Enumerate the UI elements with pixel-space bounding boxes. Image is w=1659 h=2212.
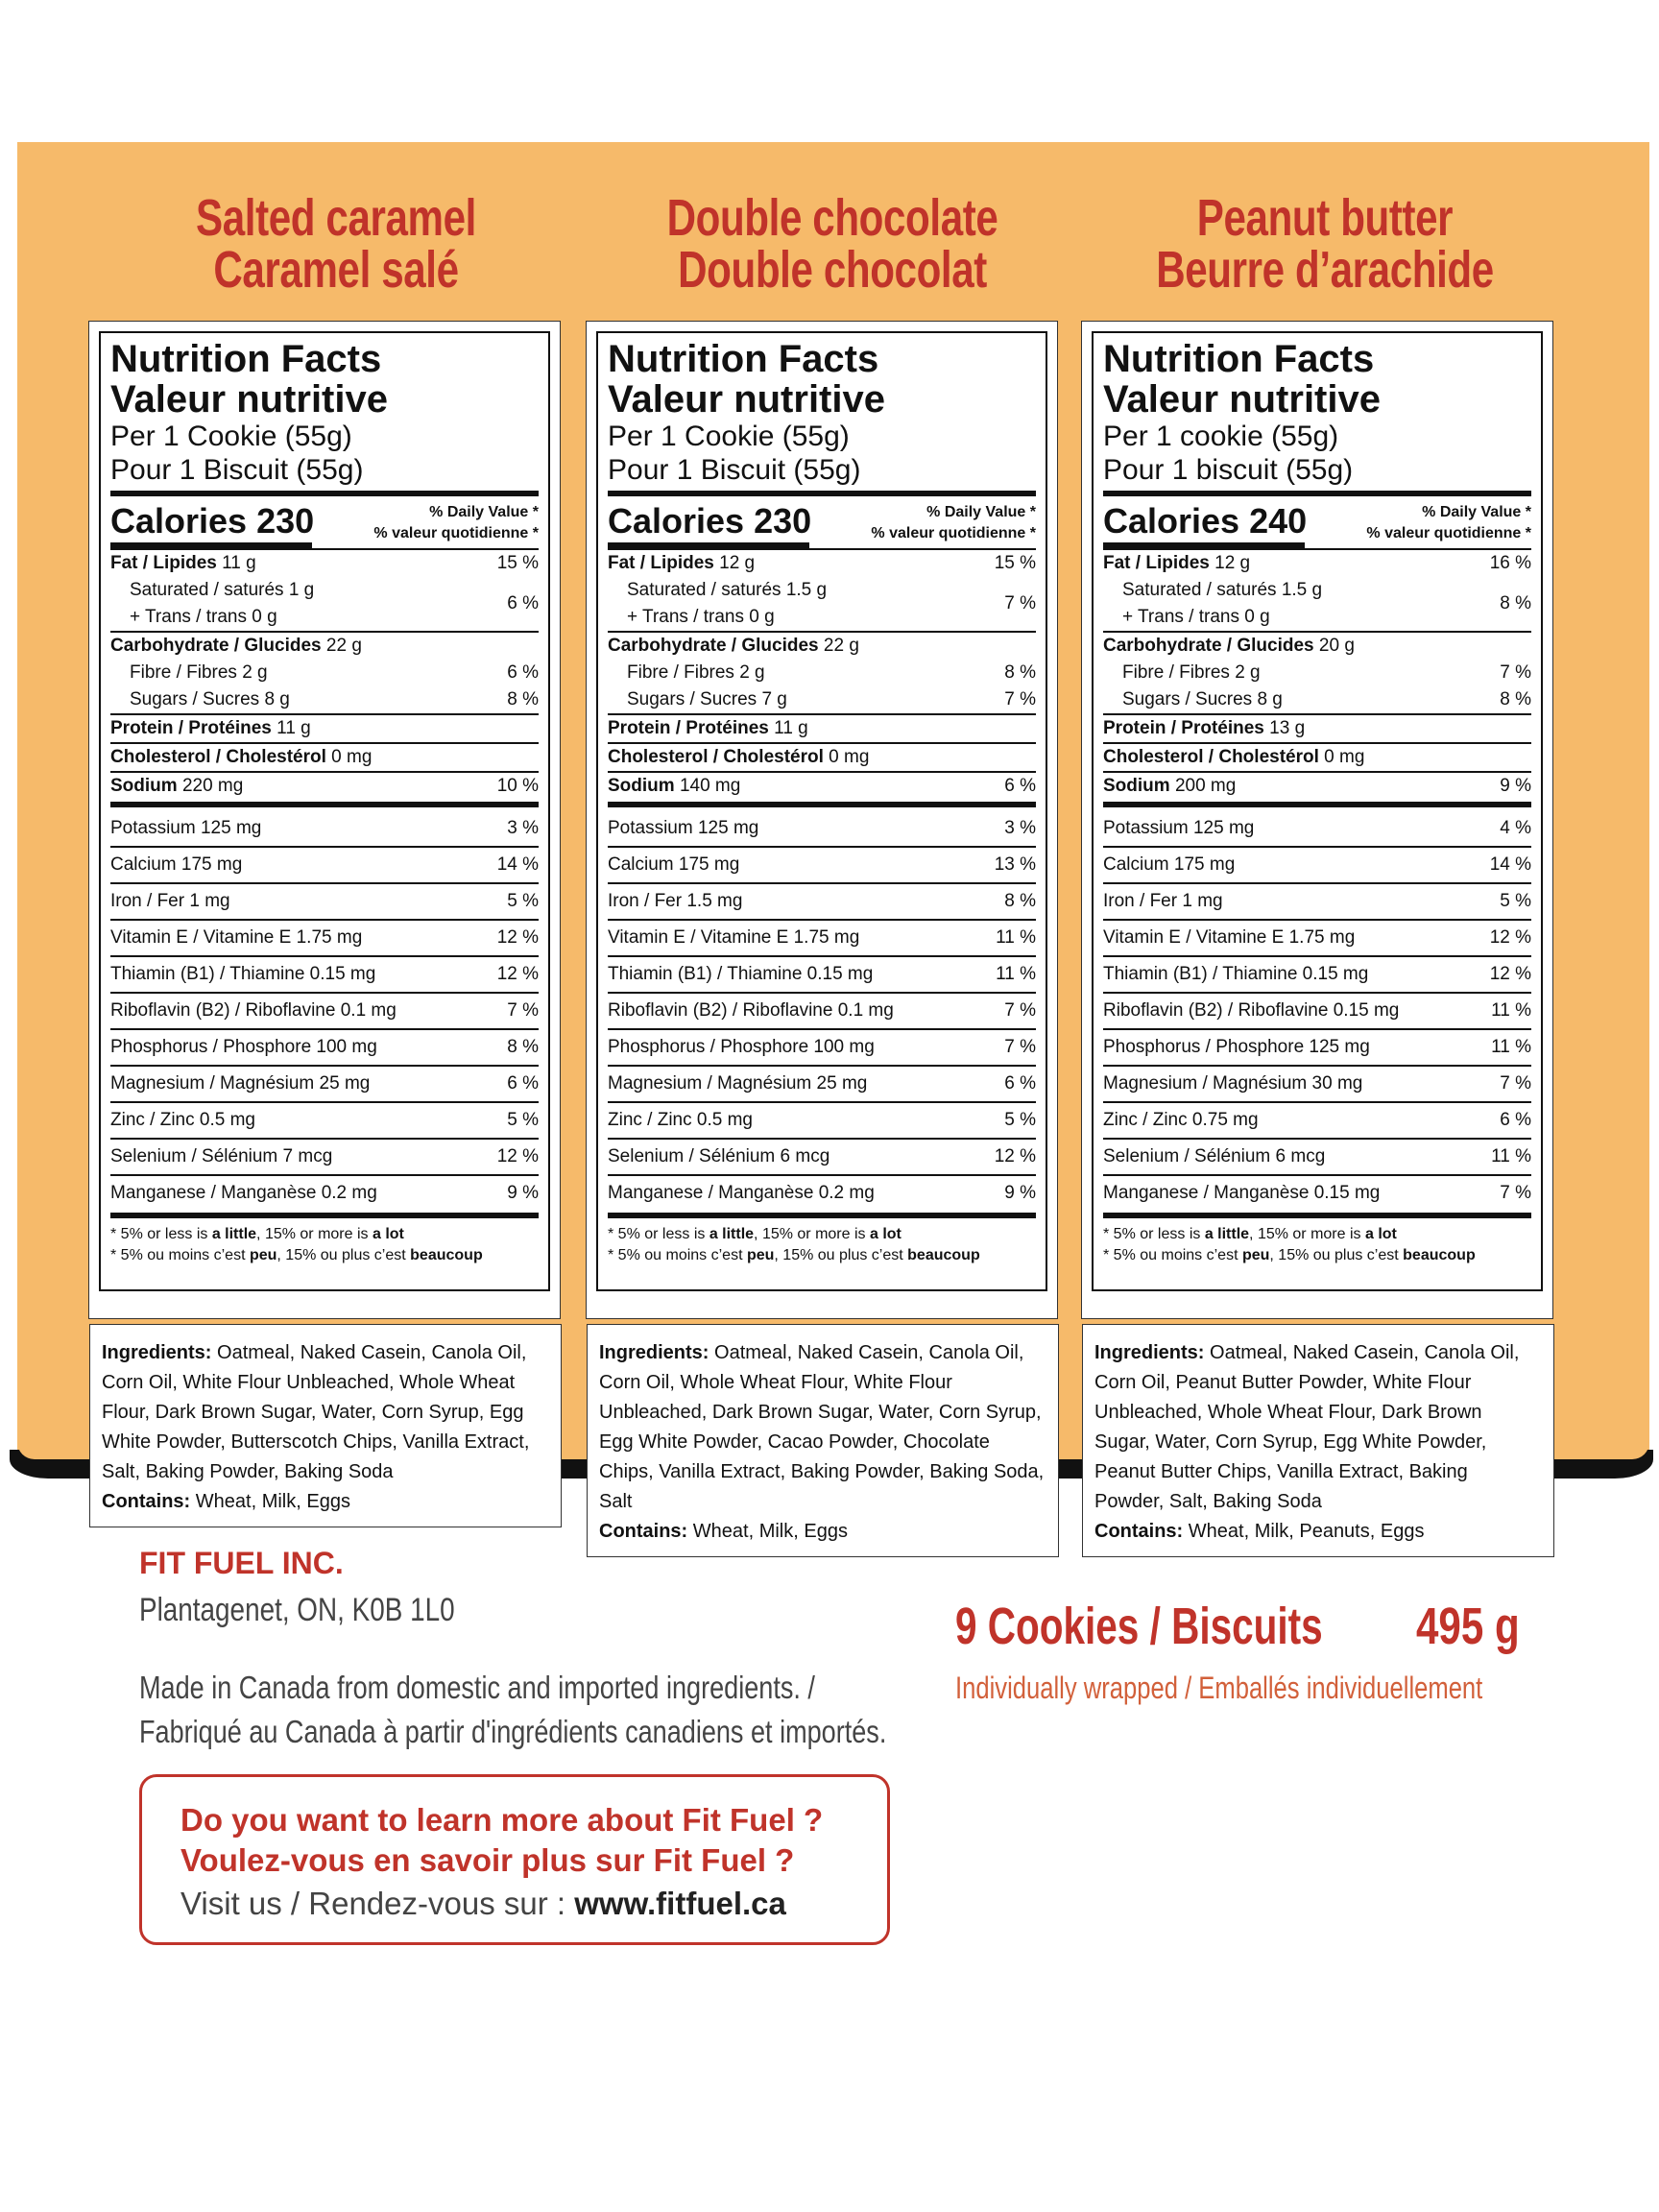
ingredients-box (1082, 1324, 1554, 1557)
mineral-name: Manganese / Manganèse 0.15 mg (1103, 1183, 1381, 1203)
mineral-row (608, 921, 1036, 955)
mineral-name: Vitamin E / Vitamine E 1.75 mg (608, 927, 860, 948)
divider (1103, 542, 1305, 548)
ingredients-box (89, 1324, 562, 1527)
cholesterol-amount: 0 mg (1324, 747, 1365, 767)
saturated: Saturated / saturés 1 g (130, 580, 315, 600)
mineral-name: Phosphorus / Phosphore 100 mg (608, 1037, 875, 1057)
dv-header-fr: % valeur quotidienne * (373, 525, 539, 541)
fat-amount: 12 g (719, 553, 756, 573)
protein-row (110, 715, 539, 742)
protein-amount: 11 g (774, 718, 808, 738)
sodium-row (1103, 773, 1531, 800)
contains-text: Wheat, Milk, Eggs (687, 1521, 848, 1542)
fat-label: Fat / Lipides (1103, 553, 1210, 573)
cholesterol-row (608, 744, 1036, 771)
nutrition-panel (586, 321, 1058, 1542)
protein-amount: 13 g (1269, 718, 1306, 738)
mineral-pct: 6 % (1004, 1073, 1036, 1094)
sat-trans-row (1103, 577, 1531, 631)
divider (1103, 802, 1531, 807)
protein-row (1103, 715, 1531, 742)
sodium-label: Sodium (608, 776, 675, 796)
mineral-name: Magnesium / Magnésium 30 mg (1103, 1073, 1363, 1094)
carb-amount: 22 g (325, 636, 362, 656)
divider (110, 491, 539, 496)
contains-label: Contains: (599, 1521, 688, 1542)
sodium-row (608, 773, 1036, 800)
fat-row (110, 550, 539, 577)
contains-label: Contains: (102, 1491, 191, 1512)
mineral-row (1103, 957, 1531, 992)
mineral-name: Magnesium / Magnésium 25 mg (608, 1073, 868, 1094)
mineral-pct: 7 % (1004, 1037, 1036, 1057)
fibre: Fibre / Fibres 2 g (130, 662, 268, 683)
mineral-row (110, 884, 539, 919)
mineral-name: Thiamin (B1) / Thiamine 0.15 mg (608, 964, 874, 984)
mineral-pct: 9 % (1004, 1183, 1036, 1203)
mineral-pct: 7 % (1004, 1000, 1036, 1021)
calories: Calories 230 (608, 501, 812, 541)
mineral-pct: 9 % (507, 1183, 539, 1203)
mineral-row (608, 1067, 1036, 1101)
divider (608, 542, 809, 548)
website-link[interactable]: www.fitfuel.ca (574, 1886, 786, 1921)
trans: + Trans / trans 0 g (130, 607, 277, 627)
serving-en: Per 1 Cookie (55g) (110, 421, 352, 452)
mineral-name: Iron / Fer 1.5 mg (608, 891, 743, 911)
sodium-pct: 10 % (496, 776, 539, 796)
mineral-pct: 3 % (1004, 818, 1036, 838)
individually-wrapped: Individually wrapped / Emballés individuellement (955, 1671, 1483, 1705)
company-name: FIT FUEL INC. (139, 1546, 344, 1580)
mineral-name: Vitamin E / Vitamine E 1.75 mg (1103, 927, 1356, 948)
mineral-pct: 12 % (1489, 927, 1531, 948)
mineral-pct: 11 % (996, 927, 1036, 948)
mineral-pct: 7 % (1500, 1073, 1531, 1094)
mineral-row (1103, 811, 1531, 846)
nf-title-en: Nutrition Facts (608, 338, 879, 380)
divider (608, 1213, 1036, 1218)
net-weight: 495 g (1416, 1598, 1520, 1655)
mineral-name: Calcium 175 mg (1103, 854, 1236, 875)
sodium-amount: 200 mg (1174, 776, 1237, 796)
mineral-row (1103, 1140, 1531, 1174)
minerals-list (1103, 811, 1531, 1211)
divider (110, 802, 539, 807)
trans: + Trans / trans 0 g (1122, 607, 1270, 627)
calories-row (1103, 502, 1531, 548)
mineral-pct: 11 % (1491, 1000, 1531, 1021)
mineral-name: Vitamin E / Vitamine E 1.75 mg (110, 927, 363, 948)
sugars: Sugars / Sucres 7 g (627, 689, 787, 709)
cholesterol-label: Cholesterol / Cholestérol (608, 747, 824, 767)
fat-label: Fat / Lipides (608, 553, 714, 573)
mineral-name: Potassium 125 mg (1103, 818, 1255, 838)
made-in-canada: Made in Canada from domestic and imported ingredients. / Fabriqué au Canada à partir d'ingrédients canadiens et importés. (139, 1670, 887, 1749)
mineral-pct: 7 % (507, 1000, 539, 1021)
mineral-row (608, 1103, 1036, 1138)
mineral-name: Phosphorus / Phosphore 125 mg (1103, 1037, 1370, 1057)
nf-title-en: Nutrition Facts (1103, 338, 1375, 380)
mineral-row (608, 1176, 1036, 1211)
mineral-row (110, 957, 539, 992)
sugars-pct: 7 % (1004, 689, 1036, 709)
sodium-pct: 9 % (1500, 776, 1531, 796)
fat-pct: 16 % (1489, 553, 1531, 573)
fibre: Fibre / Fibres 2 g (1122, 662, 1261, 683)
mineral-row (608, 994, 1036, 1028)
nutrition-facts-table (1092, 331, 1543, 1291)
mineral-name: Magnesium / Magnésium 25 mg (110, 1073, 371, 1094)
mineral-name: Selenium / Sélénium 6 mcg (608, 1146, 830, 1166)
flavor-title: Salted caramel Caramel salé (196, 189, 476, 299)
mineral-name: Zinc / Zinc 0.5 mg (110, 1110, 255, 1130)
serving-fr: Pour 1 Biscuit (55g) (110, 454, 364, 486)
sugars-row (1103, 686, 1531, 713)
mineral-name: Iron / Fer 1 mg (110, 891, 230, 911)
divider (110, 542, 312, 548)
sodium-pct: 6 % (1004, 776, 1036, 796)
fibre-row (1103, 660, 1531, 686)
mineral-row (110, 921, 539, 955)
minerals-list (110, 811, 539, 1211)
mineral-name: Riboflavin (B2) / Riboflavine 0.1 mg (110, 1000, 397, 1021)
ingredients-label: Ingredients: (599, 1342, 709, 1363)
fat-label: Fat / Lipides (110, 553, 217, 573)
sodium-label: Sodium (1103, 776, 1170, 796)
mineral-pct: 6 % (507, 1073, 539, 1094)
saturated: Saturated / saturés 1.5 g (1122, 580, 1323, 600)
footnote-en: * 5% or less is a little, 15% or more is a lot (1103, 1226, 1397, 1242)
mineral-row (1103, 1030, 1531, 1065)
carb-label: Carbohydrate / Glucides (1103, 636, 1314, 656)
mineral-name: Zinc / Zinc 0.5 mg (608, 1110, 753, 1130)
fat-row (1103, 550, 1531, 577)
carb-label: Carbohydrate / Glucides (608, 636, 819, 656)
mineral-name: Selenium / Sélénium 6 mcg (1103, 1146, 1326, 1166)
sat-trans-row (110, 577, 539, 631)
mineral-name: Phosphorus / Phosphore 100 mg (110, 1037, 377, 1057)
mineral-name: Manganese / Manganèse 0.2 mg (608, 1183, 875, 1203)
mineral-pct: 14 % (496, 854, 539, 875)
protein-label: Protein / Protéines (1103, 718, 1264, 738)
flavor-title: Peanut butter Beurre d’arachide (1156, 189, 1494, 299)
serving-fr: Pour 1 biscuit (55g) (1103, 454, 1354, 486)
nf-title-fr: Valeur nutritive (608, 378, 885, 421)
mineral-name: Calcium 175 mg (110, 854, 243, 875)
mineral-pct: 12 % (496, 1146, 539, 1166)
mineral-row (608, 811, 1036, 846)
dv-header-fr: % valeur quotidienne * (871, 525, 1036, 541)
mineral-pct: 12 % (994, 1146, 1036, 1166)
mineral-name: Potassium 125 mg (608, 818, 759, 838)
company-address: Plantagenet, ON, K0B 1L0 (139, 1592, 455, 1628)
flavor-title: Double chocolate Double chocolat (666, 189, 998, 299)
learn-more-question-en: Do you want to learn more about Fit Fuel ? (180, 1802, 824, 1838)
dv-header-fr: % valeur quotidienne * (1366, 525, 1531, 541)
mineral-pct: 5 % (1500, 891, 1531, 911)
fibre: Fibre / Fibres 2 g (627, 662, 765, 683)
mineral-name: Manganese / Manganèse 0.2 mg (110, 1183, 377, 1203)
fat-pct: 15 % (994, 553, 1036, 573)
nf-title-en: Nutrition Facts (110, 338, 382, 380)
fat-amount: 12 g (1214, 553, 1251, 573)
minerals-list (608, 811, 1036, 1211)
mineral-pct: 12 % (496, 964, 539, 984)
saturated: Saturated / saturés 1.5 g (627, 580, 828, 600)
footnote-fr: * 5% ou moins c’est peu, 15% ou plus c’est beaucoup (1103, 1247, 1476, 1263)
mineral-name: Iron / Fer 1 mg (1103, 891, 1223, 911)
cholesterol-row (1103, 744, 1531, 771)
nf-title-fr: Valeur nutritive (1103, 378, 1381, 421)
cholesterol-row (110, 744, 539, 771)
serving-en: Per 1 Cookie (55g) (608, 421, 850, 452)
contains-text: Wheat, Milk, Eggs (190, 1491, 350, 1512)
calories-row (110, 502, 539, 548)
mineral-pct: 4 % (1500, 818, 1531, 838)
mineral-pct: 11 % (1491, 1037, 1531, 1057)
mineral-row (1103, 884, 1531, 919)
mineral-name: Thiamin (B1) / Thiamine 0.15 mg (1103, 964, 1369, 984)
mineral-pct: 13 % (994, 854, 1036, 875)
mineral-row (110, 1103, 539, 1138)
cholesterol-amount: 0 mg (829, 747, 870, 767)
mineral-pct: 6 % (1500, 1110, 1531, 1130)
carb-row (1103, 633, 1531, 660)
mineral-pct: 12 % (1489, 964, 1531, 984)
mineral-row (1103, 921, 1531, 955)
fibre-pct: 8 % (1004, 662, 1036, 683)
divider (1103, 1213, 1531, 1218)
carb-amount: 22 g (823, 636, 859, 656)
cookie-count: 9 Cookies / Biscuits (955, 1598, 1323, 1655)
learn-more-box (139, 1774, 890, 1945)
mineral-row (608, 884, 1036, 919)
fibre-row (608, 660, 1036, 686)
ingredients-text: Oatmeal, Naked Casein, Canola Oil, Corn Oil, White Flour Unbleached, Whole Wheat Flour, Dark Brown Sugar, Water, Corn Syrup, Egg White Powder, Butterscotch Chips, Vanilla Extract, Salt, Baking Powder, Baking Soda (102, 1342, 530, 1482)
mineral-row (110, 1140, 539, 1174)
contains-label: Contains: (1094, 1521, 1184, 1542)
mineral-name: Thiamin (B1) / Thiamine 0.15 mg (110, 964, 376, 984)
divider (608, 491, 1036, 496)
cholesterol-label: Cholesterol / Cholestérol (110, 747, 326, 767)
mineral-row (110, 994, 539, 1028)
footnote-fr: * 5% ou moins c’est peu, 15% ou plus c’est beaucoup (608, 1247, 980, 1263)
nf-title-fr: Valeur nutritive (110, 378, 388, 421)
sugars: Sugars / Sucres 8 g (130, 689, 290, 709)
sugars-row (608, 686, 1036, 713)
visit-line: Visit us / Rendez-vous sur : www.fitfuel.ca (180, 1886, 786, 1921)
mineral-row (110, 1176, 539, 1211)
cholesterol-label: Cholesterol / Cholestérol (1103, 747, 1319, 767)
sat-trans-row (608, 577, 1036, 631)
mineral-row (1103, 848, 1531, 882)
nutrition-panel (88, 321, 561, 1512)
sat-pct: 7 % (1004, 593, 1036, 613)
mineral-pct: 8 % (1004, 891, 1036, 911)
mineral-row (608, 848, 1036, 882)
protein-row (608, 715, 1036, 742)
sugars: Sugars / Sucres 8 g (1122, 689, 1283, 709)
mineral-row (1103, 1103, 1531, 1138)
mineral-pct: 11 % (996, 964, 1036, 984)
sugars-pct: 8 % (507, 689, 539, 709)
sodium-amount: 140 mg (679, 776, 741, 796)
fibre-pct: 6 % (507, 662, 539, 683)
mineral-pct: 5 % (507, 891, 539, 911)
mineral-row (1103, 1067, 1531, 1101)
calories: Calories 240 (1103, 501, 1308, 541)
footnote-fr: * 5% ou moins c’est peu, 15% ou plus c’est beaucoup (110, 1247, 483, 1263)
mineral-row (608, 1140, 1036, 1174)
fibre-row (110, 660, 539, 686)
sat-pct: 6 % (507, 593, 539, 613)
dv-header-en: % Daily Value * (926, 504, 1036, 520)
ingredients-text: Oatmeal, Naked Casein, Canola Oil, Corn Oil, Peanut Butter Powder, White Flour Unbleached, Whole Wheat Flour, Dark Brown Sugar, Water, Corn Syrup, Egg White Powder, Peanut Butter Chips, Vanilla Extract, Baking Powder, Salt, Baking Soda (1094, 1342, 1520, 1512)
footnote-en: * 5% or less is a little, 15% or more is a lot (110, 1226, 404, 1242)
mineral-pct: 5 % (507, 1110, 539, 1130)
mineral-row (110, 1030, 539, 1065)
ingredients-label: Ingredients: (102, 1342, 212, 1363)
mineral-pct: 12 % (496, 927, 539, 948)
fat-row (608, 550, 1036, 577)
sodium-row (110, 773, 539, 800)
mineral-pct: 7 % (1500, 1183, 1531, 1203)
mineral-row (110, 811, 539, 846)
mineral-row (1103, 994, 1531, 1028)
mineral-pct: 8 % (507, 1037, 539, 1057)
fat-amount: 11 g (222, 553, 256, 573)
divider (608, 802, 1036, 807)
protein-label: Protein / Protéines (110, 718, 272, 738)
mineral-name: Calcium 175 mg (608, 854, 740, 875)
mineral-pct: 3 % (507, 818, 539, 838)
carb-row (608, 633, 1036, 660)
ingredients-box (587, 1324, 1059, 1557)
nutrition-panel (1081, 321, 1553, 1542)
sugars-row (110, 686, 539, 713)
learn-more-question-fr: Voulez-vous en savoir plus sur Fit Fuel ? (180, 1842, 795, 1878)
nutrition-facts-table (99, 331, 550, 1291)
calories: Calories 230 (110, 501, 315, 541)
dv-header-en: % Daily Value * (429, 504, 539, 520)
protein-label: Protein / Protéines (608, 718, 769, 738)
nutrition-facts-table (596, 331, 1047, 1291)
mineral-row (608, 1030, 1036, 1065)
mineral-name: Zinc / Zinc 0.75 mg (1103, 1110, 1259, 1130)
carb-row (110, 633, 539, 660)
divider (110, 1213, 539, 1218)
divider (1103, 491, 1531, 496)
ingredients-text: Oatmeal, Naked Casein, Canola Oil, Corn Oil, Whole Wheat Flour, White Flour Unbleached, Dark Brown Sugar, Water, Corn Syrup, Egg White Powder, Cacao Powder, Chocolate Chips, Vanilla Extract, Baking Powder, Baking Soda, Salt (599, 1342, 1045, 1512)
mineral-row (1103, 1176, 1531, 1211)
mineral-row (608, 957, 1036, 992)
carb-amount: 20 g (1318, 636, 1355, 656)
ingredients-label: Ingredients: (1094, 1342, 1205, 1363)
mineral-name: Selenium / Sélénium 7 mcg (110, 1146, 333, 1166)
serving-fr: Pour 1 Biscuit (55g) (608, 454, 861, 486)
mineral-pct: 11 % (1491, 1146, 1531, 1166)
sugars-pct: 8 % (1500, 689, 1531, 709)
mineral-row (110, 1067, 539, 1101)
mineral-row (110, 848, 539, 882)
protein-amount: 11 g (276, 718, 311, 738)
mineral-pct: 5 % (1004, 1110, 1036, 1130)
contains-text: Wheat, Milk, Peanuts, Eggs (1183, 1521, 1425, 1542)
mineral-name: Riboflavin (B2) / Riboflavine 0.15 mg (1103, 1000, 1400, 1021)
footnote-en: * 5% or less is a little, 15% or more is a lot (608, 1226, 902, 1242)
dv-header-en: % Daily Value * (1422, 504, 1531, 520)
mineral-pct: 14 % (1489, 854, 1531, 875)
sodium-amount: 220 mg (181, 776, 244, 796)
sodium-label: Sodium (110, 776, 178, 796)
carb-label: Carbohydrate / Glucides (110, 636, 322, 656)
mineral-name: Riboflavin (B2) / Riboflavine 0.1 mg (608, 1000, 894, 1021)
fat-pct: 15 % (496, 553, 539, 573)
mineral-name: Potassium 125 mg (110, 818, 262, 838)
cholesterol-amount: 0 mg (331, 747, 373, 767)
fibre-pct: 7 % (1500, 662, 1531, 683)
serving-en: Per 1 cookie (55g) (1103, 421, 1339, 452)
trans: + Trans / trans 0 g (627, 607, 775, 627)
sat-pct: 8 % (1500, 593, 1531, 613)
calories-row (608, 502, 1036, 548)
